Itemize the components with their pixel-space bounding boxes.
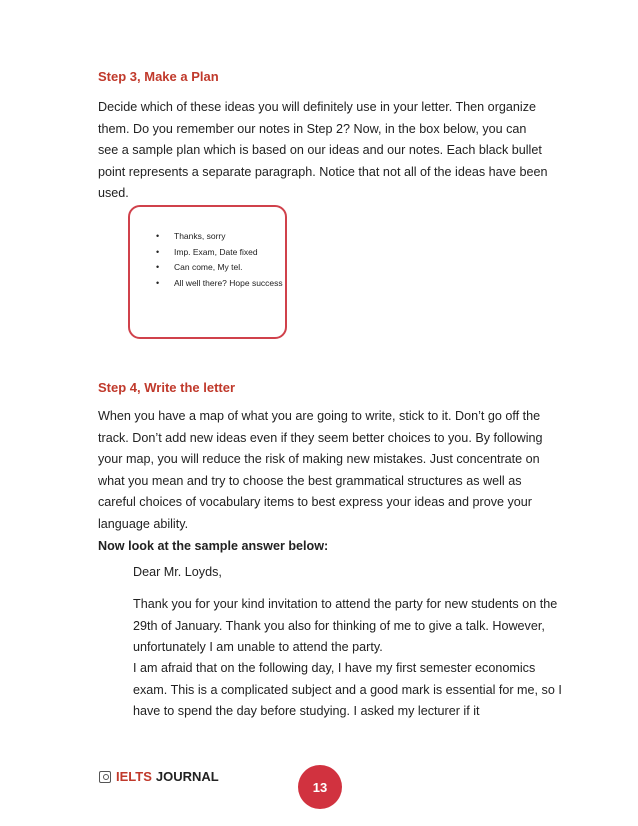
camera-icon: [99, 771, 111, 783]
footer-brand: [99, 769, 219, 784]
sample-intro: Now look at the sample answer below:: [98, 539, 329, 553]
letter-paragraph-2: I am afraid that on the following day, I have my first semester economics exam. This is a complicated subject and a good mark is essential for me, so I have to spend the day before studying. I asked my lecturer if it: [133, 661, 562, 718]
plan-item-text: Imp. Exam, Date fixed: [174, 246, 258, 257]
letter-salutation: Dear Mr. Loyds,: [133, 565, 222, 579]
plan-item-text: Thanks, sorry: [174, 231, 226, 241]
plan-item: [156, 245, 286, 259]
plan-item-text: Can come, My tel.: [174, 262, 243, 272]
step4-paragraph: When you have a map of what you are going to write, stick to it. Don’t go off the track. Don’t add new ideas even if they seem better choices to you. By following your map, you will reduce the risk of making new mistakes. Just concentrate on what you mean and try to choose the best grammatical structures as well as careful choices of vocabulary items to best express your ideas and prove your language ability.: [98, 409, 543, 531]
bullet-icon: •: [156, 277, 160, 288]
sample-plan-box: [128, 205, 287, 339]
plan-list: [156, 229, 286, 291]
letter-paragraph-1: Thank you for your kind invitation to attend the party for new students on the 29th of January. Thank you also for thinking of me to give a talk. However, unfortunately I am unable to attend the party.: [133, 597, 558, 654]
bullet-icon: •: [156, 246, 160, 257]
page-number: 13: [298, 765, 342, 809]
plan-item: [156, 276, 286, 290]
step3-heading: Step 3, Make a Plan: [98, 69, 219, 84]
plan-item-text: All well there? Hope success: [174, 277, 283, 288]
bullet-icon: •: [156, 262, 160, 272]
plan-item: [156, 260, 286, 274]
brand-ielts: IELTS: [116, 769, 152, 784]
step3-paragraph: Decide which of these ideas you will definitely use in your letter. Then organize them. Do you remember our notes in Step 2? Now, in the box below, you can see a sample plan which is based on our ideas and our notes. Each black bullet point represents a separate paragraph. Notice that not all of the ideas have been used.: [98, 100, 548, 200]
bullet-icon: •: [156, 231, 160, 241]
step4-heading: Step 4, Write the letter: [98, 380, 236, 395]
plan-item: [156, 229, 286, 243]
brand-journal: JOURNAL: [155, 769, 219, 784]
